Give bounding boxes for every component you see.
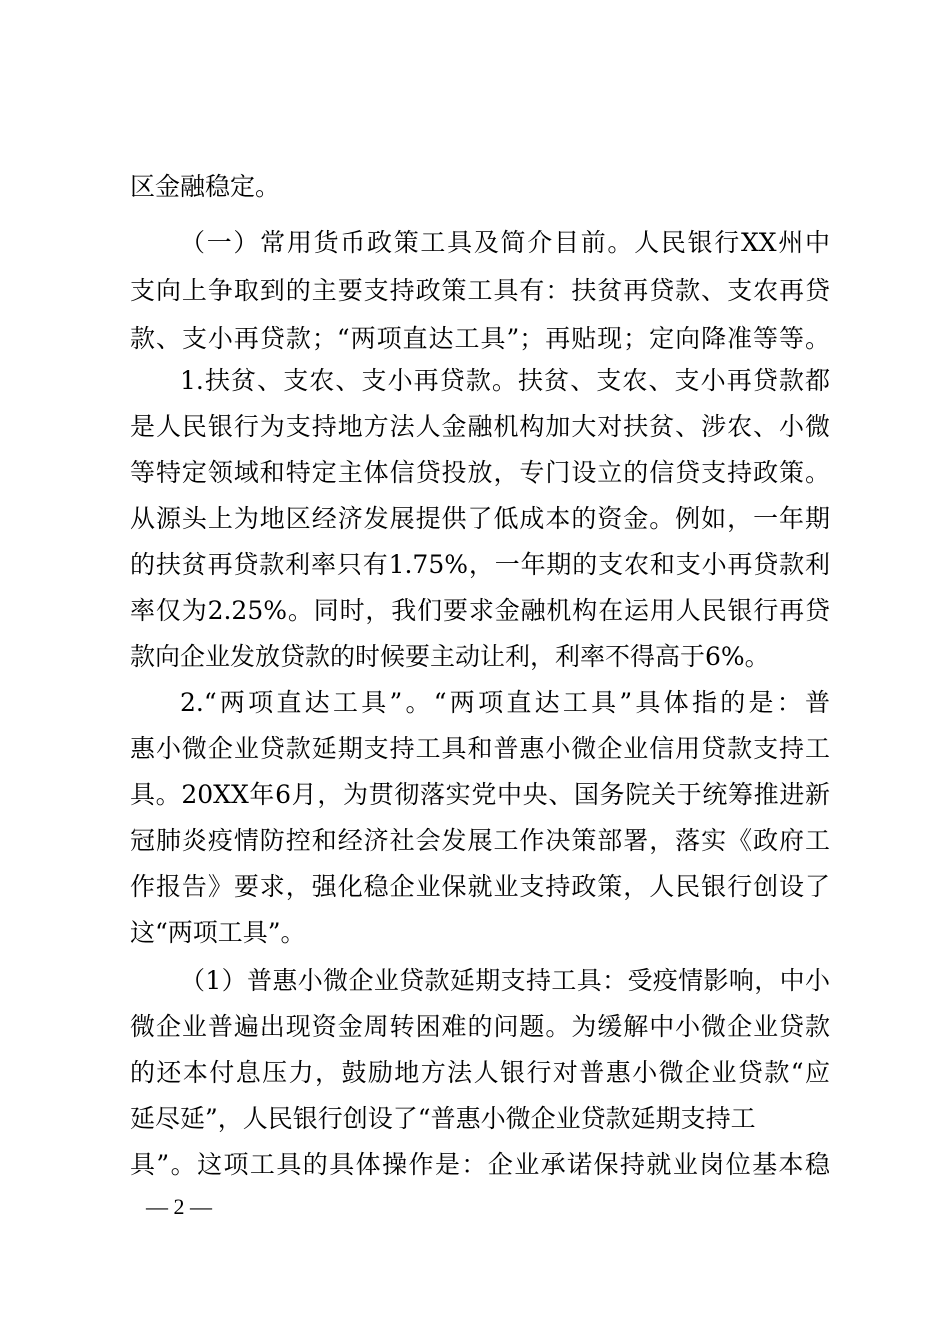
paragraph-line: 2.“两项直达工具”。“两项直达工具”具体指的是：普 [180,688,830,717]
paragraph-line: 区金融稳定。 [130,172,281,201]
paragraph-line: 支向上争取到的主要支持政策工具有：扶贫再贷款、支农再贷 [130,276,830,305]
paragraph-line: 1.扶贫、支农、支小再贷款。扶贫、支农、支小再贷款都 [180,366,830,395]
paragraph-line: 具”。这项工具的具体操作是：企业承诺保持就业岗位基本稳 [130,1150,830,1179]
paragraph-line: 这“两项工具”。 [130,918,306,947]
section-heading-line: （一）常用货币政策工具及简介目前。人民银行XX州中 [180,228,830,257]
paragraph-line: 延尽延”，人民银行创设了“普惠小微企业贷款延期支持工 [130,1104,756,1133]
paragraph-line: 款、支小再贷款；“两项直达工具”；再贴现；定向降准等等。 [130,324,830,353]
paragraph-line: 冠肺炎疫情防控和经济社会发展工作决策部署，落实《政府工 [130,826,830,855]
paragraph-line: 具。20XX年6月，为贯彻落实党中央、国务院关于统筹推进新 [130,780,830,809]
paragraph-line: 从源头上为地区经济发展提供了低成本的资金。例如，一年期 [130,504,830,533]
paragraph-line: 作报告》要求，强化稳企业保就业支持政策，人民银行创设了 [130,872,830,901]
paragraph-line: 的还本付息压力，鼓励地方法人银行对普惠小微企业贷款“应 [130,1058,830,1087]
paragraph-line: 的扶贫再贷款利率只有1.75%，一年期的支农和支小再贷款利 [130,550,830,579]
paragraph-line: 率仅为2.25%。同时，我们要求金融机构在运用人民银行再贷 [130,596,830,625]
page-number: — 2 — [146,1194,212,1219]
paragraph-line: 惠小微企业贷款延期支持工具和普惠小微企业信用贷款支持工 [130,734,830,763]
paragraph-line: 是人民银行为支持地方法人金融机构加大对扶贫、涉农、小微 [130,412,830,441]
paragraph-line: 微企业普遍出现资金周转困难的问题。为缓解中小微企业贷款 [130,1012,830,1041]
paragraph-line: 等特定领域和特定主体信贷投放，专门设立的信贷支持政策。 [130,458,830,487]
paragraph-line: （1）普惠小微企业贷款延期支持工具：受疫情影响，中小 [180,966,830,995]
paragraph-line: 款向企业发放贷款的时候要主动让利，利率不得高于6%。 [130,642,770,671]
